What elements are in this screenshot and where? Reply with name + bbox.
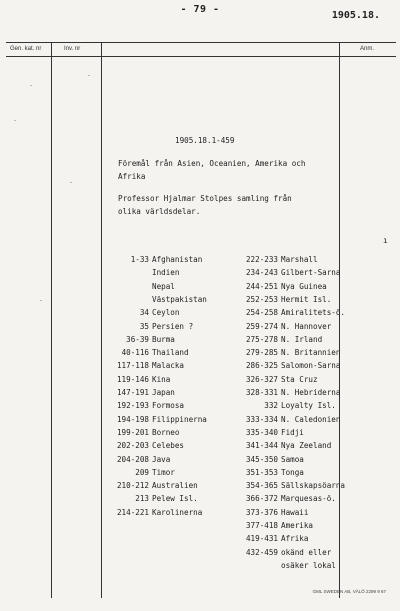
right-entry-number: 326-327	[245, 374, 278, 384]
right-entry-number: 279-285	[245, 348, 278, 358]
left-entry-name: Karolinerna	[152, 507, 203, 517]
left-entry-name: Nepal	[152, 281, 175, 291]
right-entry-name: Fidji	[281, 427, 304, 437]
left-entry-number: 35	[139, 321, 149, 331]
right-entry-number: 275-278	[245, 334, 278, 344]
right-entry-number: 377-418	[245, 521, 278, 530]
right-entry-name: Marshall	[281, 255, 318, 264]
print-code: GML SWEDEN AB, VÄLÖ 2299 9 67	[312, 589, 386, 594]
left-entry-number: 192-193	[116, 401, 149, 411]
column-divider-3	[339, 42, 340, 598]
paper-speck	[88, 75, 90, 76]
header-bottom-rule	[6, 56, 396, 57]
collection-line-1: Professor Hjalmar Stolpes samling från	[118, 194, 292, 203]
left-entry-name: Java	[152, 454, 171, 464]
right-entry-number: 332	[264, 401, 278, 411]
left-entry-number: 213	[135, 494, 149, 504]
paper-speck	[30, 85, 32, 86]
right-entry-number: 328-331	[245, 388, 278, 397]
left-entry-number: 119-146	[116, 374, 149, 384]
right-entry-name: Hawaii	[281, 507, 309, 517]
description-line-2: Afrika	[118, 172, 146, 181]
left-entry-number: 199-201	[116, 427, 149, 437]
right-entry-name: Nya Guinea	[281, 281, 327, 291]
right-entry-number: 252-253	[245, 294, 278, 304]
right-entry-number: 333-334	[245, 414, 278, 424]
right-entry-name: okänd eller	[281, 547, 332, 557]
left-entry-name: Malacka	[152, 361, 185, 371]
right-entry-name: Tonga	[281, 467, 304, 477]
left-entry-number: 204-208	[116, 454, 149, 464]
right-entry-name: Sällskapsöarna	[281, 481, 346, 491]
right-entry-number: 254-258	[245, 308, 278, 318]
column-label-gen-kat: Gen. kat. nr	[10, 46, 42, 52]
left-entry-number: 214-221	[116, 507, 149, 517]
margin-mark: ı	[383, 236, 388, 245]
right-entry-number: 234-243	[245, 268, 278, 278]
left-entry-name: Kina	[152, 374, 171, 384]
left-entry-name: Celebes	[152, 441, 185, 451]
right-entry-name: N. Britannien	[281, 348, 341, 358]
right-entry-number: 354-365	[245, 481, 278, 491]
left-entry-number: 1-33	[130, 255, 149, 264]
left-entry-number: 36-39	[126, 334, 149, 344]
right-entry-name: Nya Zeeland	[281, 441, 332, 451]
paper-speck	[14, 120, 16, 121]
right-entry-number: 366-372	[245, 494, 278, 504]
left-entry-number: 117-118	[116, 361, 149, 371]
left-entry-name: Västpakistan	[152, 294, 207, 304]
year-code-header: 1905.18.	[331, 10, 380, 21]
column-label-inv: Inv. nr	[64, 46, 81, 52]
description-line-1: Föremål från Asien, Oceanien, Amerika och	[118, 159, 306, 168]
column-divider-2	[101, 42, 102, 598]
left-entry-name: Persien ?	[152, 321, 194, 331]
right-entry-name: Marquesas-ö.	[281, 494, 336, 504]
right-entry-number: 286-325	[245, 361, 278, 371]
left-entry-name: Filippinerna	[152, 414, 207, 424]
right-entry-name: Amerika	[281, 521, 314, 530]
left-entry-number: 147-191	[116, 388, 149, 397]
left-entry-name: Australien	[152, 481, 198, 491]
left-entry-name: Japan	[152, 388, 175, 397]
right-entry-name: N. Hannover	[281, 321, 332, 331]
left-entry-name: Formosa	[152, 401, 185, 411]
left-entry-number: 209	[135, 467, 149, 477]
left-entry-number: 34	[139, 308, 149, 318]
right-entry-number: 335-340	[245, 427, 278, 437]
page-number: - 79 -	[180, 4, 220, 15]
paper-speck	[70, 182, 72, 183]
right-entry-name: Afrika	[281, 534, 309, 544]
left-entry-number: 210-212	[116, 481, 149, 491]
right-entry-number: 419-431	[245, 534, 278, 544]
right-entry-name: osäker lokal	[281, 560, 336, 570]
right-entry-number: 341-344	[245, 441, 278, 451]
column-label-anm: Anm.	[360, 46, 375, 52]
left-entry-number: 40-116	[121, 348, 149, 358]
left-entry-name: Timor	[152, 467, 175, 477]
left-entry-name: Pelew Isl.	[152, 494, 198, 504]
left-entry-name: Afghanistan	[152, 255, 203, 264]
paper-speck	[40, 300, 42, 301]
right-entry-name: Gilbert-Sarna	[281, 268, 341, 278]
right-entry-number: 222-233	[245, 255, 278, 264]
right-entry-name: N. Caledonien	[281, 414, 341, 424]
right-entry-number: 244-251	[245, 281, 278, 291]
left-entry-name: Burma	[152, 334, 175, 344]
right-entry-number: 432-459	[245, 547, 278, 557]
right-entry-name: N. Hebriderna	[281, 388, 341, 397]
right-entry-name: Hermit Isl.	[281, 294, 332, 304]
left-entry-name: Ceylon	[152, 308, 180, 318]
header-top-rule	[6, 42, 396, 43]
right-entry-number: 373-376	[245, 507, 278, 517]
right-entry-number: 259-274	[245, 321, 278, 331]
right-entry-number: 351-353	[245, 467, 278, 477]
left-entry-name: Borneo	[152, 427, 180, 437]
collection-line-2: olika världsdelar.	[118, 207, 201, 216]
right-entry-number: 345-350	[245, 454, 278, 464]
column-divider-1	[51, 42, 52, 598]
left-entry-name: Indien	[152, 268, 180, 278]
right-entry-name: N. Irland	[281, 334, 323, 344]
left-entry-number: 194-198	[116, 414, 149, 424]
right-entry-name: Loyalty Isl.	[281, 401, 336, 411]
left-entry-number: 202-203	[116, 441, 149, 451]
right-entry-name: Salomon-Sarna	[281, 361, 341, 371]
right-entry-name: Samoa	[281, 454, 304, 464]
catalog-range-title: 1905.18.1-459	[175, 136, 235, 145]
left-entry-name: Thailand	[152, 348, 189, 358]
right-entry-name: Amiralitets-ö.	[281, 308, 346, 318]
right-entry-name: Sta Cruz	[281, 374, 318, 384]
